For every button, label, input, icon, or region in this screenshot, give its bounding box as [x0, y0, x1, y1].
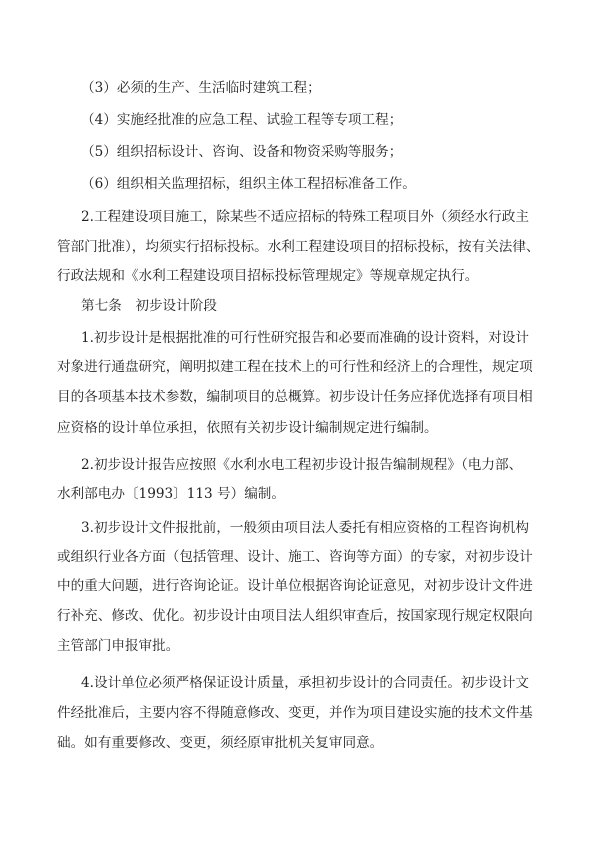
clause-1-line: 1.初步设计是根据批准的可行性研究报告和必要而准确的设计资料，对设计: [81, 330, 529, 346]
item-3: （3）必须的生产、生活临时建筑工程；: [81, 80, 321, 96]
item-5: （5）组织招标设计、咨询、设备和物资采购等服务；: [81, 144, 403, 160]
clause-1-line: 目的各项基本技术参数，编制项目的总概算。初步设计任务应择优选择有项目相: [57, 389, 533, 405]
clause-3-line: 行补充、修改、优化。初步设计由项目法人组织审查后，按国家现行规定权限向: [57, 608, 533, 624]
clause-1-line: 应资格的设计单位承担，依照有关初步设计编制规定进行编制。: [57, 420, 438, 436]
clause-3-line: 3.初步设计文件报批前，一般须由项目法人委托有相应资格的工程咨询机构: [81, 520, 529, 536]
clause-4-line: 础。如有重要修改、变更，须经原审批机关复审同意。: [57, 735, 384, 751]
para-2-line: 管部门批准），均须实行招标投标。水利工程建设项目的招标投标，按有关法律、: [57, 239, 540, 255]
para-2-line: 2.工程建设项目施工，除某些不适应招标的特殊工程项目外（须经水行政主: [81, 209, 529, 225]
clause-2-line: 2.初步设计报告应按照《水利水电工程初步设计报告编制规程》（电力部、: [81, 457, 523, 473]
item-4: （4）实施经批准的应急工程、试验工程等专项工程；: [81, 112, 403, 128]
clause-1-line: 对象进行通盘研究，阐明拟建工程在技术上的可行性和经济上的合理性，规定项: [57, 359, 533, 375]
clause-4-line: 4.设计单位必须严格保证设计质量，承担初步设计的合同责任。初步设计文: [81, 675, 529, 691]
clause-4-line: 件经批准后，主要内容不得随意修改、变更，并作为项目建设实施的技术文件基: [57, 705, 533, 721]
clause-3-line: 主管部门申报审批。: [57, 638, 180, 654]
clause-2-line: 水利部电办〔1993〕113 号）编制。: [57, 486, 285, 502]
article-7-heading: 第七条 初步设计阶段: [81, 298, 217, 314]
item-6: （6）组织相关监理招标，组织主体工程招标准备工作。: [81, 176, 416, 192]
clause-3-line: 或组织行业各方面（包括管理、设计、施工、咨询等方面）的专家，对初步设计: [57, 549, 533, 565]
para-2-line: 行政法规和《水利工程建设项目招标投标管理规定》等规章规定执行。: [57, 268, 479, 284]
clause-3-line: 中的重大问题，进行咨询论证。设计单位根据咨询论证意见，对初步设计文件进: [57, 578, 533, 594]
